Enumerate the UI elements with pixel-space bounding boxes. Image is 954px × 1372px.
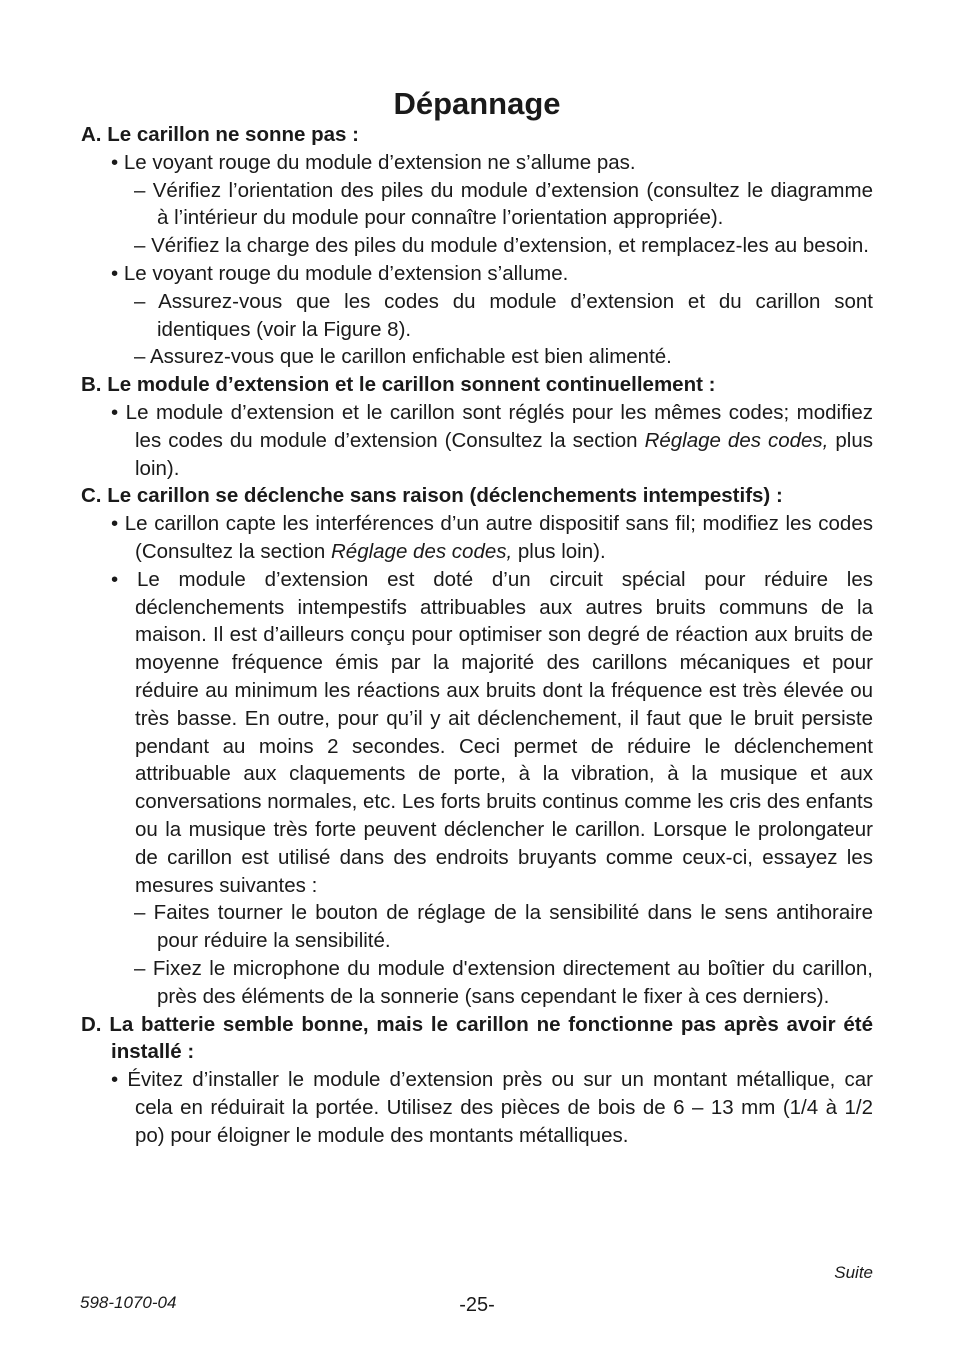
bullet-item (81, 399, 873, 482)
bullet-text: • Le carillon capte les interférences d’un autre dispositif sans fil; modifiez les codes (Consultez la section (111, 512, 873, 563)
dash-item: – Vérifiez l’orientation des piles du module d’extension (consultez le diagramme à l’intérieur du module pour connaître l’orientation appropriée). (134, 178, 873, 230)
dash-item: – Vérifiez la charge des piles du module d’extension, et remplacez-les au besoin. (134, 234, 869, 258)
bullet-text: plus loin). (135, 428, 873, 480)
bullet-item: • Le module d’extension est doté d’un circuit spécial pour réduire les déclenchements intempestifs attribuables aux autres bruits communs de la maison. Il est d’ailleurs conçu pour optimiser son degré de réaction aux bruits de moyenne fréquence émis par la majorité des carillons mécaniques et pour réduire au minimum les réactions aux bruits dont la fréquence est très élevée ou très basse. En outre, pour qu’il y ait déclenchement, il faut que le bruit persiste pendant au moins 2 secondes. Ceci permet de réduire le déclenchement attribuable aux claquements de porte, à la vibration, à la musique et aux conversations normales, etc. Les forts bruits continus comme les cris des enfants ou la musique très forte peuvent déclencher le carillon. Lorsque le prolongateur de carillon est utilisé dans des endroits bruyants comme ceux-ci, essayez les mesures suivantes : (111, 567, 873, 897)
dash-item: – Assurez-vous que le carillon enfichable est bien alimenté. (134, 345, 672, 369)
section-heading-c: C. Le carillon se déclenche sans raison (déclenchements intempestifs) : (81, 484, 783, 508)
section-reference: Réglage des codes, (644, 428, 829, 452)
bullet-item: • Le voyant rouge du module d’extension s’allume. (111, 261, 569, 285)
bullet-item: • Le voyant rouge du module d’extension ne s’allume pas. (111, 150, 636, 174)
dash-item: – Assurez-vous que les codes du module d’extension et du carillon sont identiques (voir la Figure 8). (134, 289, 873, 341)
bullet-text: • Le module d’extension et le carillon sont réglés pour les mêmes codes; modifiez les codes du module d’extension (Consultez la section (111, 400, 873, 452)
section-reference: Réglage des codes, (330, 539, 513, 563)
dash-item: – Fixez le microphone du module d'extension directement au boîtier du carillon, près des éléments de la sonnerie (sans cependant le fixer à ces derniers). (134, 956, 873, 1008)
page-title: Dépannage (393, 86, 561, 121)
section-heading-b: B. Le module d’extension et le carillon sonnent continuellement : (81, 373, 716, 397)
bullet-item (81, 510, 873, 566)
page-number: -25- (459, 1294, 495, 1316)
bullet-item: • Évitez d’installer le module d’extension près ou sur un montant métallique, car cela en réduirait la portée. Utilisez des pièces de bois de 6 – 13 mm (1/4 à 1/2 po) pour éloigner le module des montants métalliques. (111, 1068, 873, 1147)
document-number: 598-1070-04 (80, 1293, 177, 1312)
continued-label: Suite (834, 1263, 873, 1282)
section-heading-a: A. Le carillon ne sonne pas : (81, 123, 359, 146)
troubleshooting-content (81, 121, 873, 1149)
section-heading-d: D. La batterie semble bonne, mais le carillon ne fonctionne pas après avoir été installé : (81, 1012, 873, 1064)
dash-item: – Faites tourner le bouton de réglage de la sensibilité dans le sens antihoraire pour réduire la sensibilité. (134, 901, 873, 953)
bullet-text: plus loin). (512, 539, 606, 563)
